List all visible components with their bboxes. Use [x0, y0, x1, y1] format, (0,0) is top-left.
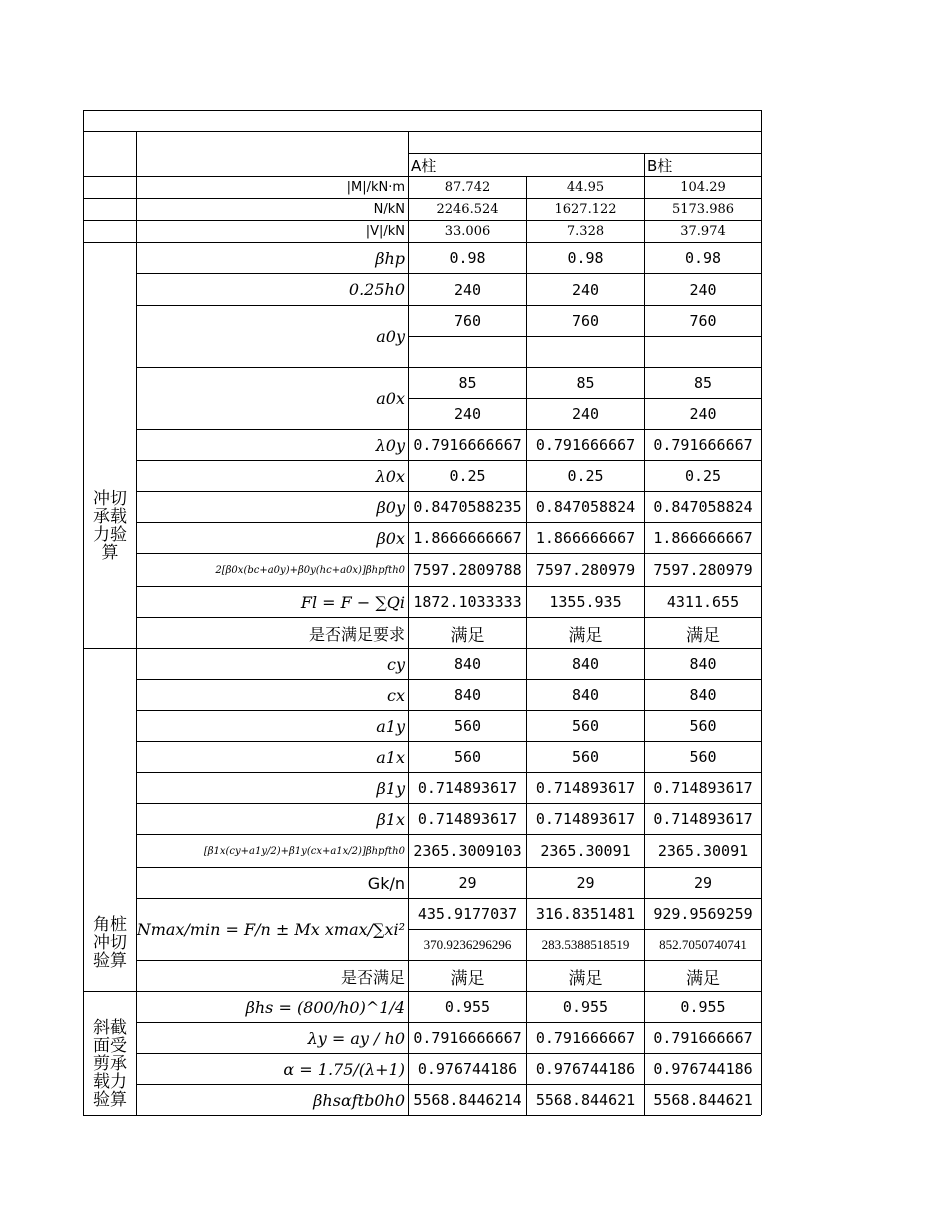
row-label: a1x: [376, 747, 405, 767]
table-cell: 240: [689, 405, 717, 423]
column-header-b: B柱: [647, 156, 673, 175]
table-cell: 104.29: [680, 180, 726, 195]
table-cell: 560: [689, 748, 717, 766]
table-cell: 7.328: [566, 224, 605, 239]
table-cell: 0.791666667: [653, 1029, 753, 1047]
table-cell: 2365.30091: [540, 842, 631, 860]
table-cell: 满足: [686, 625, 720, 646]
row-label: β1y: [376, 778, 405, 798]
section-punching-text: 冲切承载力验算: [93, 488, 127, 563]
table-cell: 37.974: [680, 224, 726, 239]
table-cell: 240: [453, 280, 482, 299]
table-cell: 760: [571, 312, 600, 330]
section-punching: [84, 243, 136, 648]
row-label: βhsαftb0h0: [313, 1090, 405, 1110]
table-cell: [409, 337, 526, 367]
table-cell: 2365.30091: [657, 842, 749, 860]
row-label: cx: [387, 685, 405, 705]
row-label: 是否满足要求: [308, 624, 405, 644]
table-cell: 33.006: [444, 224, 491, 239]
row-label: β1x: [376, 809, 405, 829]
table-cell: 0.714893617: [535, 779, 636, 797]
table-cell: 满足: [568, 968, 603, 989]
row-label: 0.25h0: [348, 280, 405, 299]
table-cell: 5568.8446214: [413, 1091, 522, 1109]
row-label: α = 1.75/(λ+1): [283, 1059, 405, 1079]
table-cell: 0.976744186: [417, 1060, 518, 1078]
table-cell: 840: [689, 655, 717, 673]
table-cell: 240: [689, 280, 717, 299]
table-cell: [527, 337, 644, 367]
row-label: λ0y: [375, 435, 405, 455]
table-cell: 0.847058824: [535, 498, 636, 516]
row-label: Gk/n: [367, 873, 405, 893]
table-cell: 1627.122: [554, 202, 617, 217]
table-cell: 0.955: [680, 998, 726, 1016]
table-cell: 0.955: [562, 998, 609, 1016]
table-cell: 87.742: [444, 180, 491, 195]
table-cell: 0.976744186: [535, 1060, 636, 1078]
table-cell: 7597.280979: [653, 561, 753, 579]
section-shear: [84, 992, 136, 1115]
table-cell: 240: [453, 405, 482, 423]
table-cell: 0.98: [567, 249, 604, 267]
table-cell: 560: [453, 717, 482, 735]
table-cell: 0.25: [449, 467, 486, 485]
row-label: λ0x: [375, 466, 405, 486]
table-cell: 0.791666667: [535, 436, 636, 454]
table-cell: 0.25: [684, 467, 722, 485]
table-cell: 0.25: [567, 467, 604, 485]
row-label: βhp: [375, 248, 405, 268]
table-cell: 0.98: [449, 249, 486, 267]
table-cell: 852.7050740741: [659, 937, 747, 952]
table-cell: 760: [689, 312, 717, 330]
table-cell: 560: [571, 717, 600, 735]
row-label: β0y: [376, 497, 405, 517]
section-corner: [84, 649, 136, 991]
table-cell: 85: [693, 374, 713, 392]
table-cell: 1.866666667: [535, 529, 636, 547]
table-cell: 370.9236296296: [423, 937, 512, 952]
table-cell: 0.714893617: [417, 779, 518, 797]
table-cell: 840: [453, 686, 482, 704]
table-cell: 0.791666667: [653, 436, 753, 454]
row-label: βhs = (800/h0)^1/4: [245, 997, 405, 1017]
column-header-a: A柱: [411, 156, 437, 175]
table-cell: 929.9569259: [653, 905, 753, 923]
row-label: a0y: [376, 327, 405, 346]
table-cell: 满足: [450, 968, 485, 989]
table-cell: 840: [571, 686, 600, 704]
table-cell: 满足: [450, 625, 485, 646]
section-corner-text: 角桩冲切验算: [93, 914, 127, 971]
table-cell: 0.714893617: [535, 810, 636, 828]
table-cell: 560: [571, 748, 600, 766]
row-label: N/kN: [373, 202, 405, 217]
table-cell: 840: [689, 686, 717, 704]
table-cell: 2246.524: [436, 202, 499, 217]
table-cell: 0.976744186: [653, 1060, 753, 1078]
table-cell: 560: [689, 717, 717, 735]
row-label: Nmax/min = F/n ± Mx xmax/∑xi²: [137, 920, 405, 939]
row-label: 2[β0x(bc+a0y)+β0y(hc+a0x)]βhpfth0: [215, 564, 405, 576]
table-cell: 316.8351481: [535, 905, 636, 923]
table-cell: 240: [571, 280, 600, 299]
row-label: λy = ay / h0: [307, 1028, 405, 1048]
table-cell: 7597.280979: [535, 561, 636, 579]
table-cell: 0.98: [684, 249, 722, 267]
table-cell: 0.714893617: [653, 810, 753, 828]
table-cell: 85: [576, 374, 595, 392]
table-cell: 2365.3009103: [413, 842, 522, 860]
table-cell: 1355.935: [549, 593, 622, 611]
table-cell: 240: [571, 405, 600, 423]
section-shear-text: 斜截面受剪承载力验算: [93, 1017, 127, 1110]
row-label: Fl = F − ∑Qi: [300, 592, 405, 612]
table-cell: 760: [453, 312, 482, 330]
table-cell: 1872.1033333: [413, 593, 522, 611]
table-cell: 29: [458, 874, 477, 892]
table-cell: 满足: [568, 625, 603, 646]
table-cell: [645, 337, 761, 367]
table-cell: 29: [693, 874, 713, 892]
table-cell: 满足: [686, 968, 720, 989]
table-cell: 29: [576, 874, 595, 892]
table-cell: 44.95: [566, 180, 605, 195]
row-label: a0x: [376, 389, 405, 408]
table-cell: 840: [453, 655, 482, 673]
table-cell: 0.7916666667: [413, 436, 522, 454]
table-cell: 840: [571, 655, 600, 673]
table-cell: 1.8666666667: [413, 529, 522, 547]
table-cell: 0.714893617: [417, 810, 518, 828]
table-cell: 0.7916666667: [413, 1029, 522, 1047]
row-label: 是否满足: [340, 967, 405, 987]
table-cell: 0.714893617: [653, 779, 753, 797]
row-label: cy: [387, 654, 405, 674]
table-cell: 435.9177037: [417, 905, 518, 923]
table-cell: 5568.844621: [535, 1091, 636, 1109]
row-label: [β1x(cy+a1y/2)+β1y(cx+a1x/2)]βhpfth0: [203, 845, 405, 857]
row-label: a1y: [376, 716, 405, 736]
table-cell: 7597.2809788: [413, 561, 522, 579]
row-label: |V|/kN: [365, 224, 405, 239]
table-cell: 4311.655: [666, 593, 740, 611]
table-cell: 0.955: [444, 998, 491, 1016]
table-cell: 560: [453, 748, 482, 766]
table-cell: 5173.986: [671, 202, 735, 217]
table-cell: 0.8470588235: [413, 498, 522, 516]
table-cell: 0.791666667: [535, 1029, 636, 1047]
table-cell: 5568.844621: [653, 1091, 753, 1109]
table-cell: 1.866666667: [653, 529, 753, 547]
table-cell: 283.5388518519: [541, 937, 630, 952]
row-label: β0x: [376, 528, 405, 548]
table-cell: 0.847058824: [653, 498, 753, 516]
row-label: |M|/kN·m: [346, 180, 405, 195]
table-cell: 85: [458, 374, 477, 392]
